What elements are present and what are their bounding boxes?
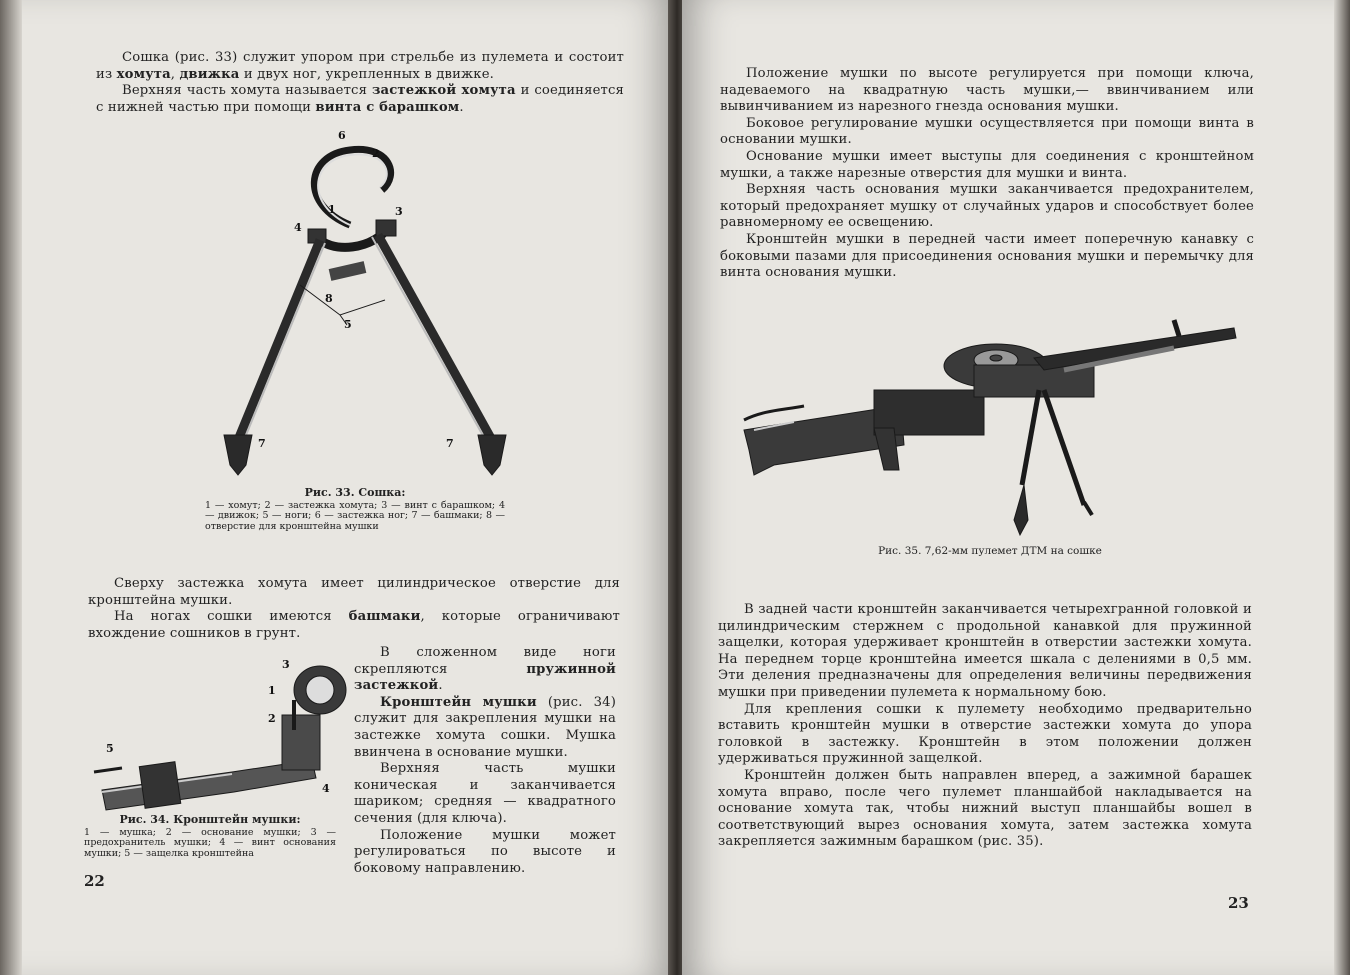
fig34-label: 1 [268, 684, 276, 697]
paragraph: Кронштейн должен быть направлен вперед, а зажимной барашек хомута вправо, после чего пулемет планшайбой накладывается на основание хомута так, чтобы нижний выступ планшайбы вошел в соответствующий вырез основания хомута, затем застежка хомута закрепляется зажимным барашком (рис. 35). [718, 767, 1252, 850]
fig33-label: 1 [328, 203, 336, 216]
fig33-label: 4 [294, 221, 302, 234]
machine-gun-illustration [734, 310, 1254, 540]
fig34-label: 2 [268, 712, 276, 725]
paragraph: Сошка (рис. 33) служит упором при стрельбе из пулемета и состоит из хомута, движка и двух ног, укрепленных в движке. [96, 50, 624, 82]
paragraph: Сверху застежка хомута имеет цилиндрическое отверстие для кронштейна мушки. [88, 576, 620, 608]
paragraph: Кронштейн мушки (рис. 34) служит для закрепления мушки на застежке хомута сошки. Мушка ввинчена в основание мушки. [354, 694, 616, 760]
fig34-title: Рис. 34. Кронштейн мушки: [119, 813, 301, 826]
bottom-text [718, 602, 1252, 851]
page-number: 23 [1228, 894, 1249, 912]
fig33-label: 6 [338, 129, 346, 142]
fig33-caption [205, 488, 505, 532]
fig33-label: 2 [372, 147, 380, 160]
mid-text [88, 576, 620, 642]
paragraph: Для крепления сошки к пулемету необходимо предварительно вставить кронштейн мушки в отверстие застежки хомута до упора головкой в застежку. Кронштейн в этом положении должен удерживаться пружинной защелкой. [718, 701, 1252, 767]
paragraph: В сложенном виде ноги скрепляются пружинной застежкой. [354, 645, 616, 694]
paragraph: В задней части кронштейн заканчивается четырехгранной головкой и цилиндрическим стержнем с продольной канавкой для пружинной защелки, которая удерживает кронштейн в отверстии застежки хомута. На переднем торце кронштейна имеется шкала с делениями в 0,5 мм. Эти деления предназначены для определения величины передвижения мушки при приведении пулемета к нормальному бою. [718, 602, 1252, 700]
paragraph: Положение мушки может регулироваться по высоте и боковому направлению. [354, 827, 616, 876]
right-page [682, 0, 1350, 975]
top-text [720, 66, 1254, 282]
fig33-label: 8 [325, 292, 333, 305]
fig34-label: 5 [106, 742, 114, 755]
fig33-label: 5 [344, 318, 352, 331]
page-edge [0, 0, 22, 975]
fig33-label: 7 [446, 437, 454, 450]
fig33-label: 3 [395, 205, 403, 218]
fig35-caption: Рис. 35. 7,62-мм пулемет ДТМ на сошке [878, 545, 1102, 557]
paragraph: Боковое регулирование мушки осуществляется при помощи винта в основании мушки. [720, 115, 1254, 148]
left-page [0, 0, 672, 975]
fig34-label: 3 [282, 658, 290, 671]
paragraph: Положение мушки по высоте регулируется при помощи ключа, надеваемого на квадратную часть мушки,— ввинчиванием или вывинчиванием из нарезного гнезда основания мушки. [720, 66, 1254, 115]
fig33-label: 7 [258, 437, 266, 450]
fig33-title: Рис. 33. Сошка: [304, 486, 406, 499]
paragraph: Верхняя часть основания мушки заканчивается предохранителем, который предохраняет мушку от случайных ударов и способствует более равномерному ее освещению. [720, 182, 1254, 231]
paragraph: Верхняя часть мушки коническая и заканчивается шариком; средняя — квадратного сечения (для ключа). [354, 761, 616, 826]
paragraph: Основание мушки имеет выступы для соединения с кронштейном мушки, а также нарезные отверстия для мушки и винта. [720, 148, 1254, 181]
page-edge [1334, 0, 1350, 975]
bipod-illustration [200, 125, 520, 485]
fig34-label: 4 [322, 782, 330, 795]
paragraph: Верхняя часть хомута называется застежкой хомута и соединяется с нижней частью при помощи винта с барашком. [96, 83, 624, 115]
paragraph: Кронштейн мушки в передней части имеет поперечную канавку с боковыми пазами для присоединения основания мушки и перемычку для винта основания мушки. [720, 231, 1254, 281]
fig34-caption [84, 815, 336, 859]
paragraph: На ногах сошки имеются башмаки, которые ограничивают вхождение сошников в грунт. [88, 609, 620, 641]
fig33-legend: 1 — хомут; 2 — застежка хомута; 3 — винт с барашком; 4 — движок; 5 — ноги; 6 — застежка ног; 7 — башмаки; 8 — отверстие для кронштейна мушки [205, 499, 505, 532]
intro-text [96, 50, 624, 116]
side-text [354, 645, 616, 877]
fig34-legend: 1 — мушка; 2 — основание мушки; 3 — предохранитель мушки; 4 — винт основания мушки; 5 — защелка кронштейна [84, 826, 336, 859]
bracket-illustration [82, 660, 352, 810]
page-number: 22 [84, 872, 105, 890]
